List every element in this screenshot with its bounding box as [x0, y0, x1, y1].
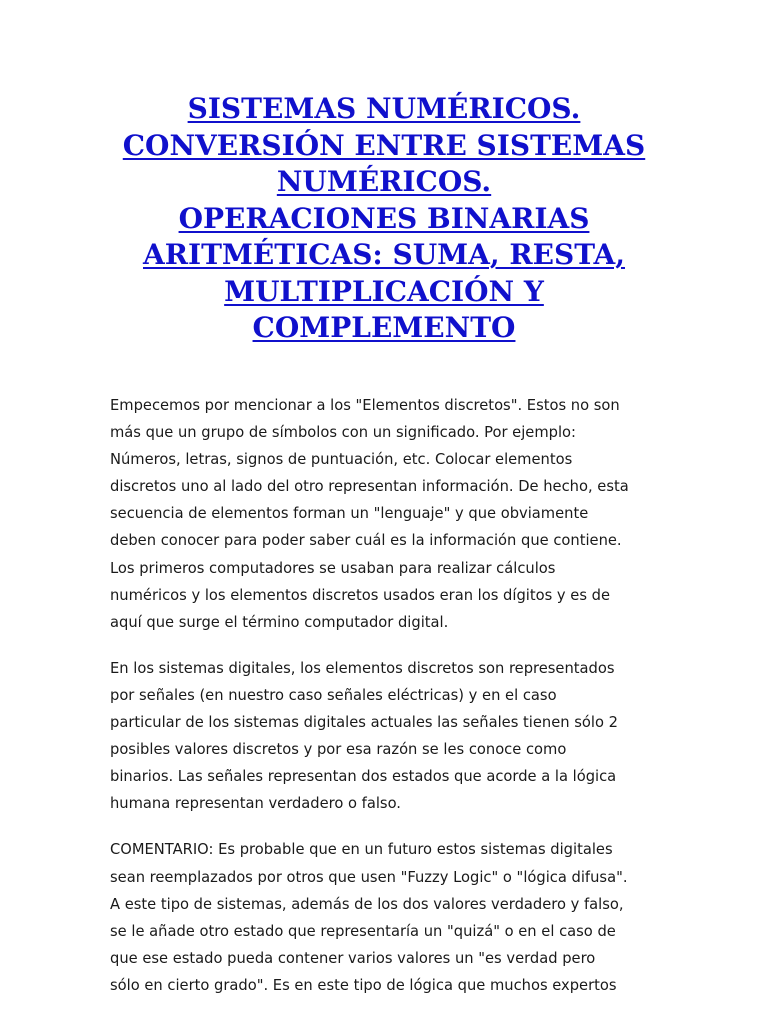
title-line-6[interactable]: MULTIPLICACIÓN Y [224, 274, 544, 308]
paragraph-line: sean reemplazados por otros que usen "Fuzzy Logic" o "lógica difusa". [110, 868, 628, 886]
paragraph-line: más que un grupo de símbolos con un significado. Por ejemplo: [110, 424, 576, 442]
paragraph-line: Los primeros computadores se usaban para realizar cálculos [110, 559, 556, 577]
paragraph-line: Números, letras, signos de puntuación, etc. Colocar elementos [110, 451, 573, 469]
title-line-2[interactable]: CONVERSIÓN ENTRE SISTEMAS [122, 128, 646, 162]
paragraph-line: se le añade otro estado que representaría un "quizá" o en el caso de [110, 922, 616, 940]
title-line-4[interactable]: OPERACIONES BINARIAS [178, 201, 590, 235]
paragraph-line: discretos uno al lado del otro representan información. De hecho, esta [110, 478, 629, 496]
paragraph-line: deben conocer para poder saber cuál es la información que contiene. [110, 532, 622, 550]
paragraph-line: binarios. Las señales representan dos estados que acorde a la lógica [110, 768, 617, 786]
paragraph-line: sólo en cierto grado". Es en este tipo de lógica que muchos expertos [110, 976, 617, 994]
paragraph-line: por señales (en nuestro caso señales eléctricas) y en el caso [110, 686, 557, 704]
document-body [110, 392, 670, 1018]
title-line-3[interactable]: NUMÉRICOS. [276, 165, 492, 198]
paragraph-line: numéricos y los elementos discretos usados eran los dígitos y es de [110, 586, 611, 604]
paragraph-line: particular de los sistemas digitales actuales las señales tienen sólo 2 [110, 714, 618, 732]
title-line-1[interactable]: SISTEMAS NUMÉRICOS. [187, 92, 581, 125]
paragraph-line: posibles valores discretos y por esa razón se les conoce como [110, 741, 567, 759]
title-line-5[interactable]: ARITMÉTICAS: SUMA, RESTA, [143, 238, 625, 271]
paragraph-comentario [110, 836, 670, 999]
paragraph-line: COMENTARIO: Es probable que en un futuro estos sistemas digitales [110, 841, 613, 859]
paragraph-sistemas-digitales [110, 655, 670, 818]
paragraph-line: secuencia de elementos forman un "lenguaje" y que obviamente [110, 505, 589, 523]
title-line-7[interactable]: COMPLEMENTO [252, 311, 516, 344]
paragraph-elementos-discretos [110, 392, 670, 636]
paragraph-line: En los sistemas digitales, los elementos discretos son representados [110, 659, 615, 677]
paragraph-line: A este tipo de sistemas, además de los dos valores verdadero y falso, [110, 895, 624, 913]
paragraph-line: aquí que surge el término computador digital. [110, 613, 449, 631]
paragraph-line: humana representan verdadero o falso. [110, 795, 401, 813]
paragraph-line: que ese estado pueda contener varios valores un "es verdad pero [110, 949, 596, 967]
document-title[interactable] [100, 91, 668, 347]
paragraph-line: Empecemos por mencionar a los "Elementos discretos". Estos no son [110, 397, 620, 414]
